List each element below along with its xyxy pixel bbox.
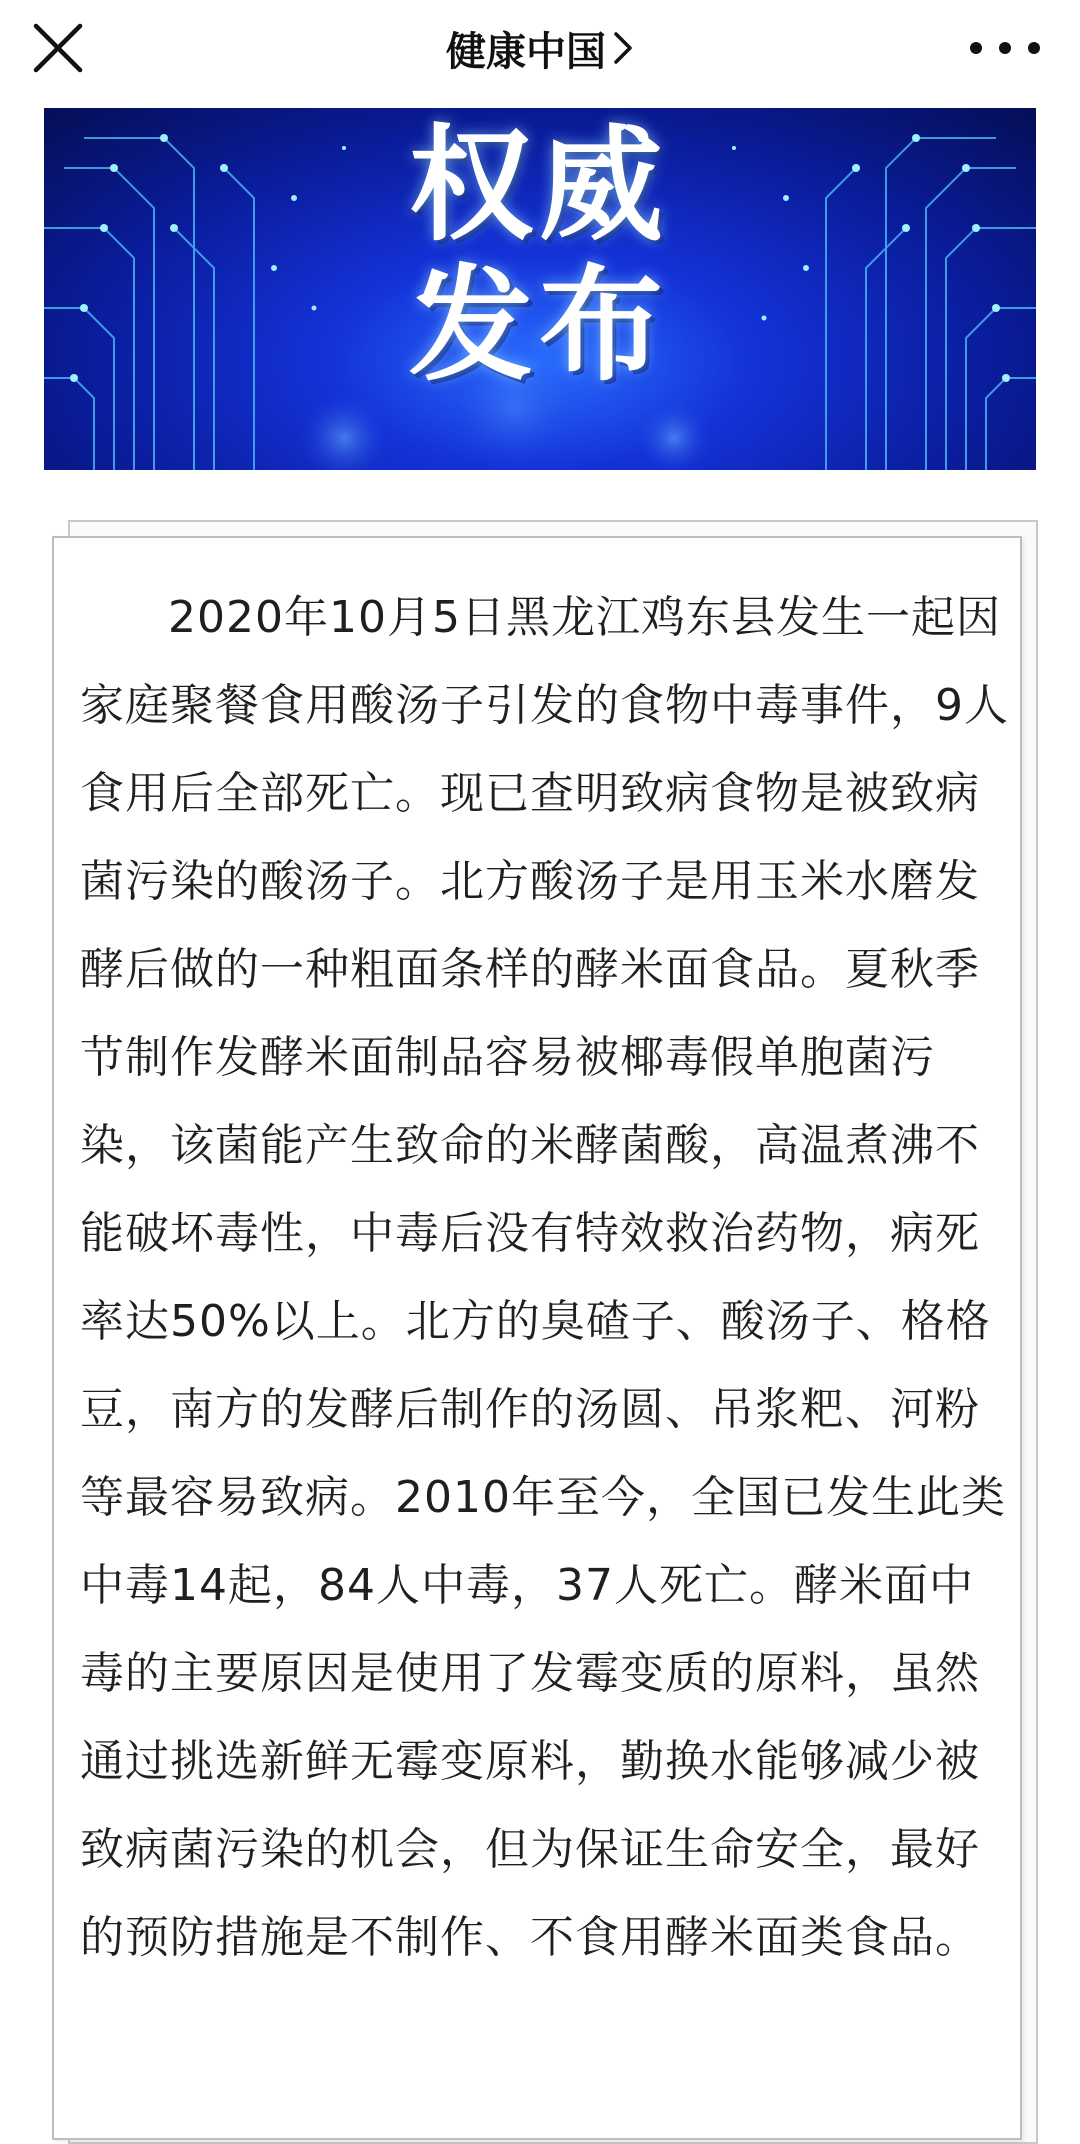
close-icon [30,20,86,76]
top-navigation-bar [0,0,1080,96]
account-title: 健康中国 [446,28,606,75]
more-options-button[interactable] [970,26,1040,70]
banner-image [44,108,1036,470]
more-dot-icon [999,42,1011,54]
banner-headline [409,116,669,396]
banner-headline-line1: 权威 [409,114,670,258]
close-button[interactable] [30,20,86,76]
chevron-right-icon [612,30,634,66]
article-body: 2020年10月5日黑龙江鸡东县发生一起因家庭聚餐食用酸汤子引发的食物中毒事件，9人食用后全部死亡。现已查明致病食物是被致病菌污染的酸汤子。北方酸汤子是用玉米水磨发酵后做的一种粗面条样的酵米面食品。夏秋季节制作发酵米面制品容易被椰毒假单胞菌污染，该菌能产生致命的米酵菌酸，高温煮沸不能破坏毒性，中毒后没有特效救治药物，病死率达50%以上。北方的臭碴子、酸汤子、格格豆，南方的发酵后制作的汤圆、吊浆粑、河粉等最容易致病。2010年至今，全国已发生此类中毒14起，84人中毒，37人死亡。酵米面中毒的主要原因是使用了发霉变质的原料，虽然通过挑选新鲜无霉变原料，勤换水能够减少被致病菌污染的机会，但为保证生命安全，最好的预防措施是不制作、不食用酵米面类食品。 [80,592,1009,1963]
more-dot-icon [1028,42,1040,54]
more-dot-icon [970,42,982,54]
banner-headline-line2: 发布 [409,254,670,398]
account-title-button[interactable] [446,20,634,77]
